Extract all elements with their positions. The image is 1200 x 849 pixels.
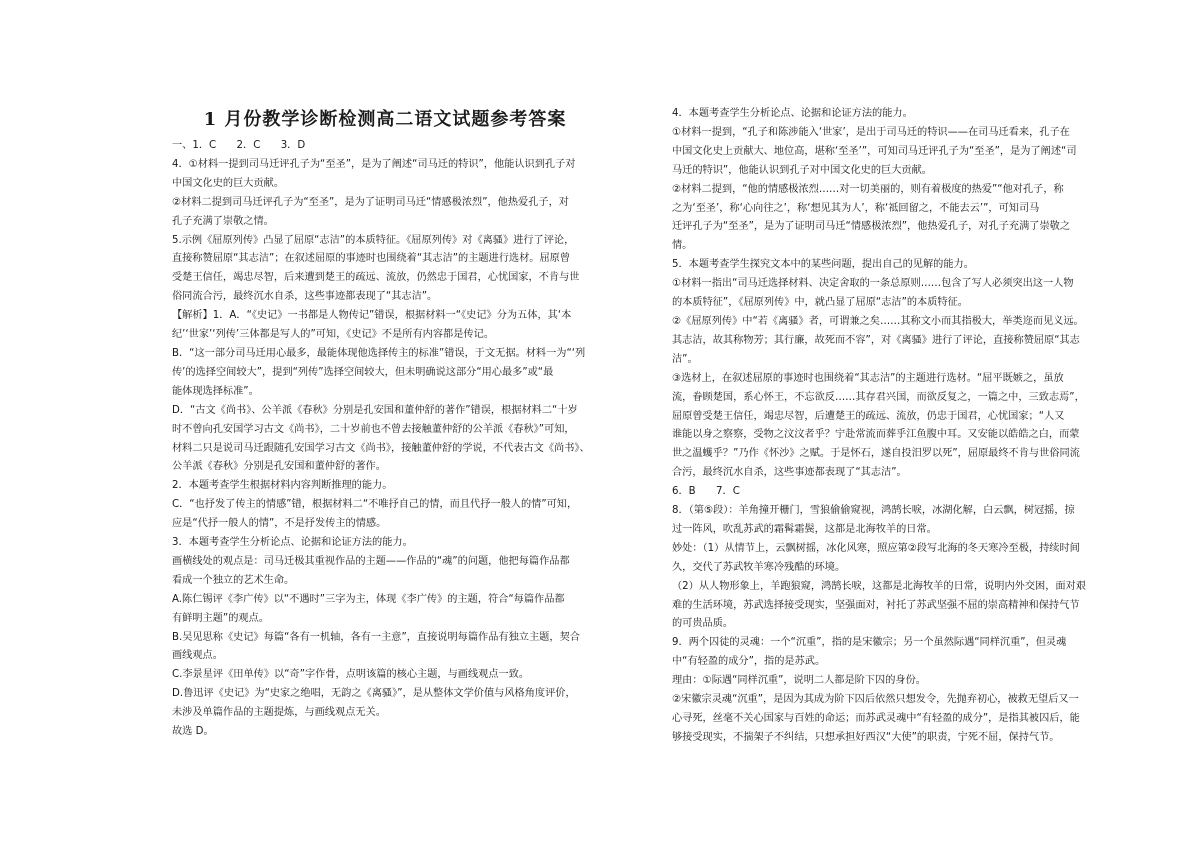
text-line: 心寻死，丝毫不关心国家与百姓的命运；而苏武灵魂中“有轻盈的成分”，是指其被囚后，能 [672, 713, 1080, 724]
text-line: 3．本题考查学生分析论点、论据和论证方法的能力。 [172, 537, 413, 549]
text-line: 画线观点。 [172, 650, 223, 662]
text-line: C．“也抒发了传主的情感”错，根据材料二“不唯抒自己的情，而且代抒一般人的情”可知， [172, 499, 578, 511]
text-line: 纪’‘世家’‘列传’三体都是写人的”可知，《史记》不是所有内容都是传记。 [172, 329, 494, 341]
text-line: ②材料二提到司马迁评孔子为“至圣”，是为了证明司马迁“情感极浓烈”，他热爱孔子，对 [172, 196, 569, 208]
text-line: D.鲁迅评《史记》为“史家之绝唱，无韵之《离骚》”，是从整体文学价值与风格角度评价， [172, 688, 576, 700]
text-line: C.李景星评《田单传》以“奇”字作骨，点明该篇的核心主题，与画线观点一致。 [172, 669, 530, 681]
text-line: 画横线处的观点是：司马迁极其重视作品的主题——作品的“魂”的问题，他把每篇作品都 [172, 555, 570, 567]
text-line: 受楚王信任，竭忠尽智，后来遭到楚王的疏远、流放，仍然忠于国君，心忧国家，不肯与世 [172, 272, 580, 284]
text-line: ②宋徽宗灵魂“沉重”，是因为其成为阶下囚后依然只想发令，先抛弃初心，被救无望后又一 [672, 694, 1079, 706]
text-line: 9．两个囚徒的灵魂：一个“沉重”，指的是宋徽宗；另一个虽然际遇“同样沉重”，但灵魂 [672, 637, 1067, 649]
text-line: 流，眷顾楚国，系心怀王，不忘欲反……其存君兴国，而欲反复之，一篇之中，三致志焉”， [672, 391, 1085, 403]
text-line: 妙处：（1）从情节上，云飘树摇，冰化风寒，照应第②段写北海的冬天寒冷至极，持续时间 [672, 542, 1080, 554]
text-line: 5．本题考查学生探究文本中的某些问题，提出自己的见解的能力。 [672, 259, 974, 271]
text-line: 合污，最终沉水自杀，这些事迹都表现了“其志洁”。 [672, 467, 907, 479]
text-line: 世之温蠖乎？”乃作《怀沙》之赋。于是怀石，遂自投汨罗以死”，屈原最终不肯与世俗同流 [672, 448, 1080, 460]
text-line: 久，交代了苏武牧羊寒冷残酷的环境。 [672, 561, 846, 573]
text-line: 故选 D。 [172, 726, 214, 738]
text-line: 直接称赞屈原“其志洁”；在叙述屈原的事迹时也围绕着“其志洁”的主题进行选材。屈原曾 [172, 253, 571, 265]
text-line: 中国文化史上贡献大、地位高，堪称‘至圣’”，可知司马迁评孔子为“至圣”，是为了阐述“司 [672, 145, 1077, 157]
text-line: A.陈仁锡评《李广传》以“不遇时”三字为主，体现《李广传》的主题，符合“每篇作品都 [172, 593, 565, 605]
text-line: 洁”。 [672, 353, 698, 365]
text-line: 中“有轻盈的成分”，指的是苏武。 [672, 656, 826, 668]
left-column-body [172, 137, 598, 742]
text-line: 其志洁，故其称物芳；其行廉，故死而不容”，对《离骚》进行了评论，直接称赞屈原“其志 [672, 334, 1080, 346]
text-line: ②材料二提到，“他的情感极浓烈……对一切美丽的，则有着极度的热爱”“他对孔子，称 [672, 183, 1064, 195]
text-line: 情。 [672, 240, 693, 252]
text-line: 【解析】1．A．“《史记》一书都是人物传记”错误，根据材料一“《史记》分为五体，其‘本 [172, 310, 572, 322]
text-line: 8．（第⑤段）：羊角撞开栅门，雪狼偷偷窥视，鸿鹄长唳，冰湖化解，白云飘，树冠摇，掠 [672, 505, 1075, 517]
text-line: 迁评孔子为“至圣”，是为了证明司马迁“情感极浓烈”，他热爱孔子，对孔子充满了崇敬之 [672, 221, 1071, 233]
document-title: 1 月份教学诊断检测高二语文试题参考答案 [203, 109, 567, 130]
text-line: ③选材上，在叙述屈原的事迹时也围绕着“其志洁”的主题进行选材。“屈平既嫉之，虽放 [672, 372, 1064, 384]
text-line: 理由：①际遇“同样沉重”，说明二人都是阶下囚的身份。 [672, 675, 926, 687]
text-line: 之为‘至圣’，称‘心向往之’，称‘想见其为人’，称‘祗回留之，不能去云’”，可知司马 [672, 202, 1040, 214]
text-line: 4．本题考查学生分析论点、论据和论证方法的能力。 [672, 108, 913, 119]
text-line: 孔子充满了崇敬之情。 [172, 215, 274, 227]
text-line: 材料二只是说司马迁跟随孔安国学习古文《尚书》，接触董仲舒的学说，不代表古文《尚书》、 [172, 442, 590, 454]
text-line: 的可贵品质。 [672, 618, 734, 630]
text-line: 2．本题考查学生根据材料内容判断推理的能力。 [172, 480, 393, 492]
text-line: 的本质特征”，《屈原列传》中，就凸显了屈原“志洁”的本质特征。 [672, 297, 968, 309]
text-line: 看成一个独立的艺术生命。 [172, 574, 295, 586]
text-line: ②《屈原列传》中“若《离骚》者，可谓兼之矣……其称文小而其指极大，举类迩而见义远。 [672, 315, 1084, 327]
text-line: 时不曾向孔安国学习古文《尚书》，二十岁前也不曾去接触董仲舒的公羊派《春秋》”可知， [172, 423, 575, 435]
text-line: 有鲜明主题”的观点。 [172, 612, 269, 624]
text-line: 过一阵风，吹乱苏武的霜髯霜鬓，这都是北海牧羊的日常。 [672, 523, 937, 535]
text-line: 未涉及单篇作品的主题提炼，与画线观点无关。 [172, 707, 386, 719]
text-line: 能体现选择标准”。 [172, 385, 259, 397]
text-line: 6．B 7．C [672, 486, 740, 498]
text-line: 够接受现实，不揣架子不纠结，只想承担好西汉“大使”的职责，宁死不屈，保持气节。 [672, 731, 1060, 743]
text-line: ①材料一提到，“孔子和陈涉能入‘世家’，是出于司马迁的特识——在司马迁看来，孔子在 [672, 126, 1070, 138]
text-line: B．“这一部分司马迁用心最多，最能体现他选择传主的标准”错误，于文无据。材料一为“‘列 [172, 347, 586, 359]
text-line: 5.示例《屈原列传》凸显了屈原“志洁”的本质特征。《屈原列传》对《离骚》进行了评论， [172, 234, 575, 246]
text-line: 公羊派《春秋》分别是孔安国和董仲舒的著作。 [172, 461, 386, 473]
text-line: 俗同流合污，最终沉水自杀，这些事迹都表现了“其志洁”。 [172, 291, 438, 303]
text-line: 4．①材料一提到司马迁评孔子为“至圣”，是为了阐述“司马迁的特识”，他能认识到孔子对 [172, 158, 576, 170]
text-line: 中国文化史的巨大贡献。 [172, 177, 285, 189]
text-line: 难的生活环境，苏武选择接受现实，坚强面对，衬托了苏武坚强不屈的崇高精神和保持气节 [672, 599, 1080, 611]
text-line: 应是“代抒一般人的情”，不是抒发传主的情感。 [172, 518, 387, 530]
text-line: 一、1．C 2．C 3．D [172, 140, 306, 151]
text-line: 屈原曾受楚王信任，竭忠尽智，后遭楚王的疏远、流放，仍忠于国君，心忧国家；“人又 [672, 410, 1065, 422]
text-line: D．“古文《尚书》、公羊派《春秋》分别是孔安国和董仲舒的著作”错误，根据材料二“十岁 [172, 404, 578, 416]
right-column-body [672, 105, 1100, 748]
text-line: 传’的选择空间较大”，提到“列传”选择空间较大，但未明确说这部分“用心最多”或“最 [172, 366, 554, 378]
text-line: （2）从人物形象上，羊跑狼窥，鸿鹄长唳，这都是北海牧羊的日常，说明内外交困，面对艰 [672, 580, 1086, 592]
text-line: B.吴见思称《史记》每篇“各有一机轴，各有一主意”，直接说明每篇作品有独立主题，契合 [172, 631, 580, 643]
text-line: ①材料一指出“司马迁选择材料、决定舍取的一条总原则……包含了写人必须突出这一人物 [672, 278, 1074, 290]
text-line: 谁能以身之察察，受物之汶汶者乎？宁赴常流而葬乎江鱼腹中耳。又安能以皓皓之白，而蒙 [672, 429, 1080, 441]
text-line: 马迁的特识”，他能认识到孔子对中国文化史的巨大贡献。 [672, 164, 932, 176]
